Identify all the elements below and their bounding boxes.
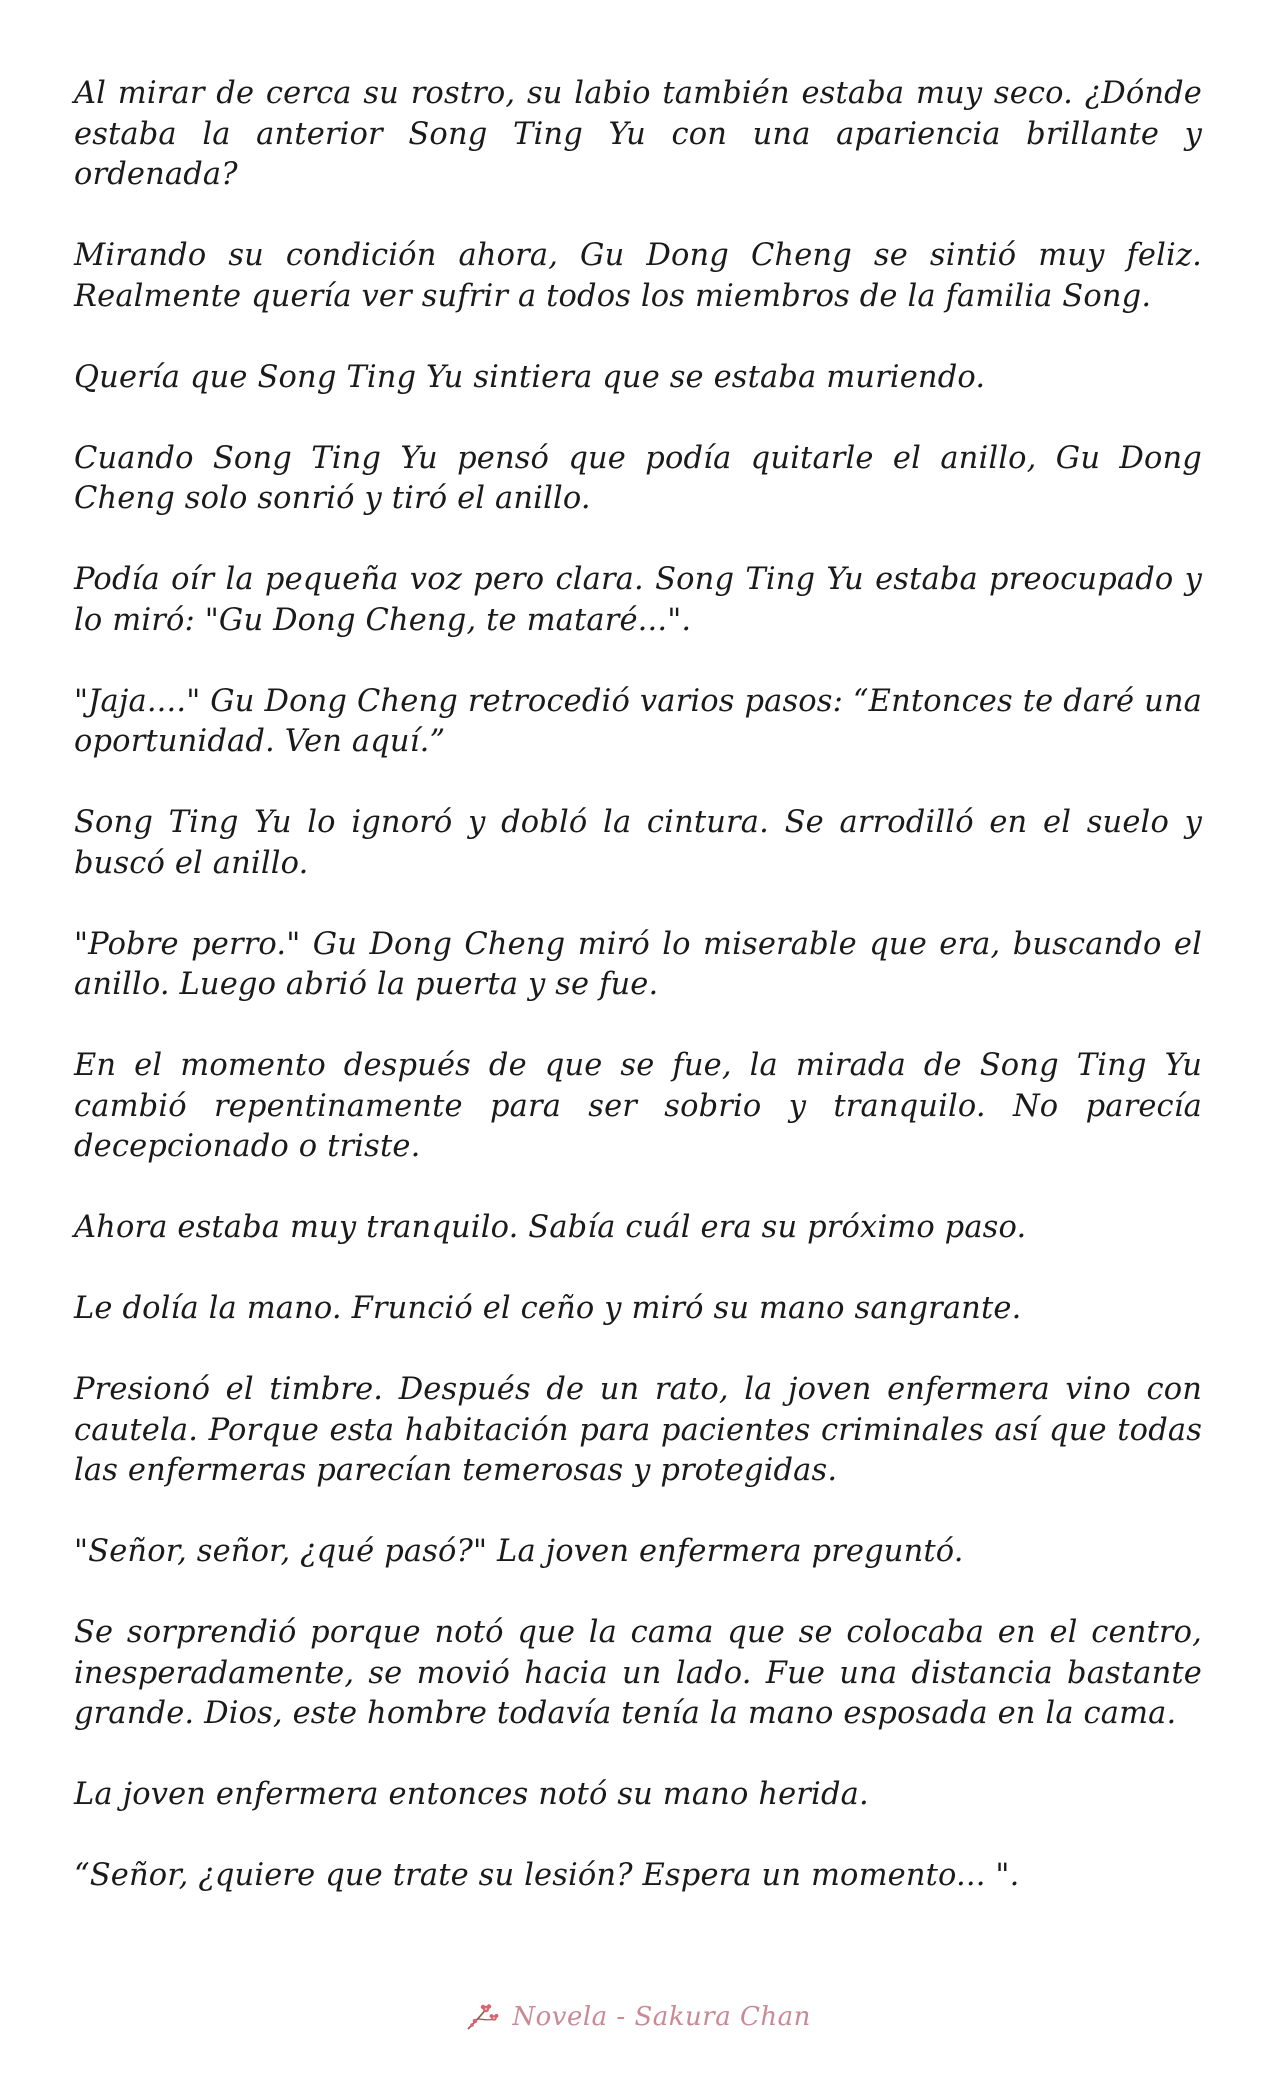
paragraph-2: Mirando su condición ahora, Gu Dong Cheng se sintió muy feliz. Realmente quería ver sufrir a todos los miembros de la familia Song. xyxy=(74,238,1202,314)
paragraph-6: "Jaja...." Gu Dong Cheng retrocedió varios pasos: “Entonces te daré una oportunidad. Ven aquí.” xyxy=(74,683,1202,759)
paragraph-9: En el momento después de que se fue, la mirada de Song Ting Yu cambió repentinamente para ser sobrio y tranquilo. No parecía decepcionado o triste. xyxy=(74,1048,1202,1164)
paragraph-12: Presionó el timbre. Después de un rato, la joven enfermera vino con cautela. Porque esta habitación para pacientes criminales así que todas las enfermeras parecían temerosas y protegidas. xyxy=(74,1372,1202,1488)
footer-label: Novela - Sakura Chan xyxy=(512,2002,811,2032)
paragraph-4: Cuando Song Ting Yu pensó que podía quitarle el anillo, Gu Dong Cheng solo sonrió y tiró el anillo. xyxy=(74,440,1202,516)
paragraph-15: La joven enfermera entonces notó su mano herida. xyxy=(74,1777,869,1812)
paragraph-7: Song Ting Yu lo ignoró y dobló la cintura. Se arrodilló en el suelo y buscó el anillo. xyxy=(74,805,1202,881)
paragraph-11: Le dolía la mano. Frunció el ceño y miró su mano sangrante. xyxy=(74,1291,1022,1326)
paragraph-8: "Pobre perro." Gu Dong Cheng miró lo miserable que era, buscando el anillo. Luego abrió la puerta y se fue. xyxy=(74,926,1202,1002)
paragraph-3: Quería que Song Ting Yu sintiera que se estaba muriendo. xyxy=(74,359,986,395)
document-body xyxy=(74,74,1202,1937)
sakura-blossom-icon xyxy=(464,2001,500,2033)
paragraph-13: "Señor, señor, ¿qué pasó?" La joven enfermera preguntó. xyxy=(74,1534,964,1569)
footer-watermark xyxy=(0,1996,1275,2037)
paragraph-16: “Señor, ¿quiere que trate su lesión? Espera un momento... ". xyxy=(74,1858,1020,1893)
paragraph-10: Ahora estaba muy tranquilo. Sabía cuál era su próximo paso. xyxy=(74,1210,1027,1245)
paragraph-14: Se sorprendió porque notó que la cama que se colocaba en el centro, inesperadamente, se movió hacia un lado. Fue una distancia bastante grande. Dios, este hombre todavía tenía la mano esposada en la cama. xyxy=(74,1615,1202,1731)
paragraph-1: Al mirar de cerca su rostro, su labio también estaba muy seco. ¿Dónde estaba la anterior Song Ting Yu con una apariencia brillante y ordenada? xyxy=(74,76,1202,192)
paragraph-5: Podía oír la pequeña voz pero clara. Song Ting Yu estaba preocupado y lo miró: "Gu Dong Cheng, te mataré...". xyxy=(74,562,1202,638)
